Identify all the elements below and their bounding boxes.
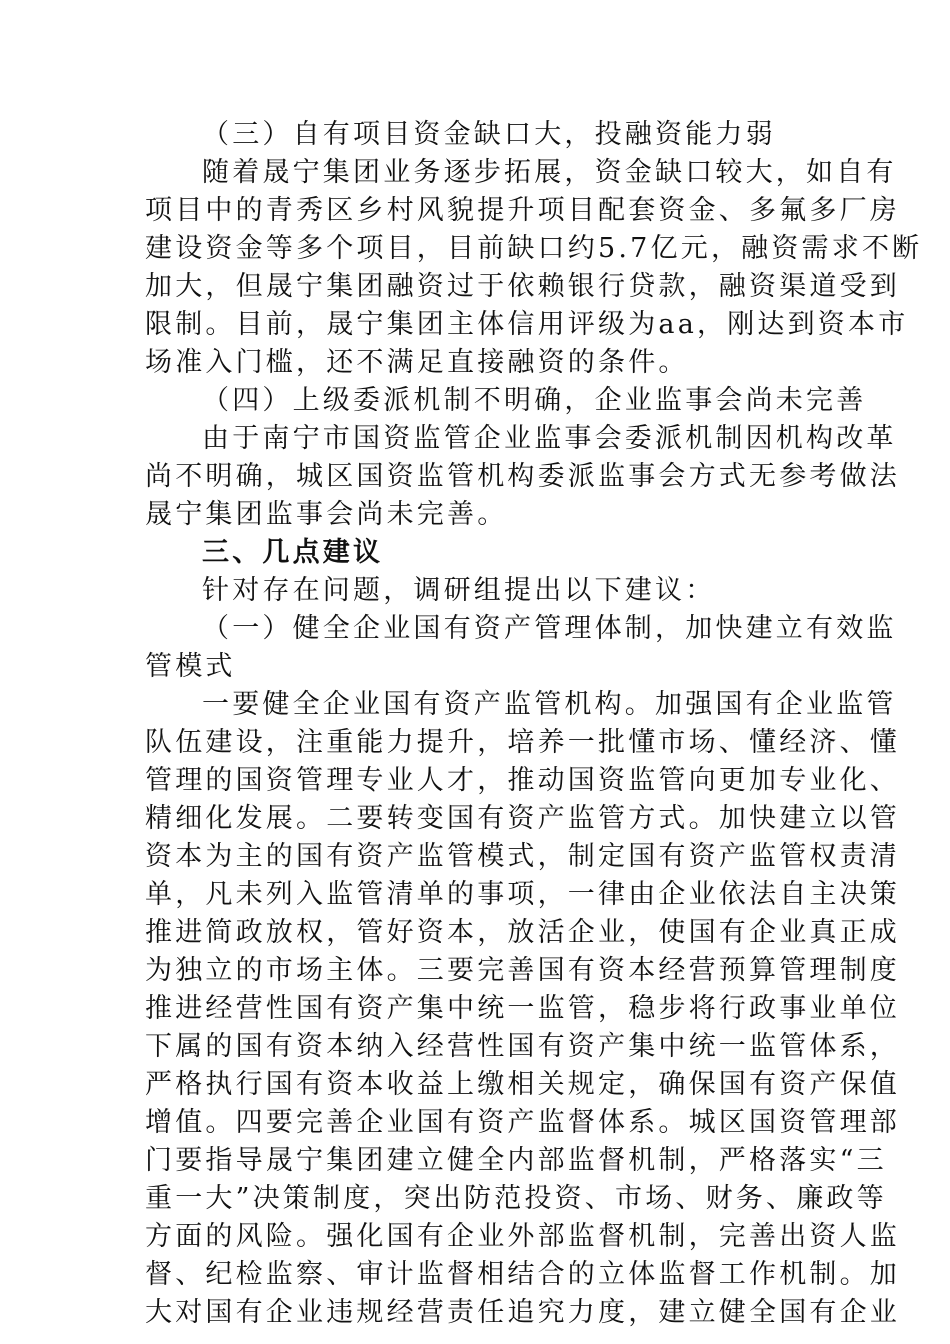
paragraph-line: 限制。目前，晟宁集团主体信用评级为aa，刚达到资本市 [145, 309, 909, 340]
paragraph-line: 增值。四要完善企业国有资产监督体系。城区国资管理部 [145, 1107, 900, 1138]
section-heading-1: （一）健全企业国有资产管理体制，加快建立有效监 [202, 613, 897, 644]
paragraph-line: 督、纪检监察、审计监督相结合的立体监督工作机制。加 [145, 1259, 900, 1290]
paragraph-line: 晟宁集团监事会尚未完善。 [145, 499, 508, 530]
paragraph-line: 大对国有企业违规经营责任追究力度，建立健全国有企业 [145, 1297, 900, 1328]
paragraph-line: 单，凡未列入监管清单的事项，一律由企业依法自主决策 [145, 879, 900, 910]
section-heading-4: （四）上级委派机制不明确，企业监事会尚未完善 [202, 385, 867, 416]
paragraph-line: 项目中的青秀区乡村风貌提升项目配套资金、多氟多厂房 [145, 195, 900, 226]
paragraph-line: 门要指导晟宁集团建立健全内部监督机制，严格落实“三 [145, 1145, 887, 1176]
paragraph-line: 一要健全企业国有资产监管机构。加强国有企业监管 [202, 689, 897, 720]
paragraph-line: 随着晟宁集团业务逐步拓展，资金缺口较大，如自有 [202, 157, 897, 188]
paragraph-line: 资本为主的国有资产监管模式，制定国有资产监管权责清 [145, 841, 900, 872]
paragraph-line: 尚不明确，城区国资监管机构委派监事会方式无参考做法 [145, 461, 900, 492]
paragraph-line: 管理的国资管理专业人才，推动国资监管向更加专业化、 [145, 765, 900, 796]
paragraph-line: 场准入门槛，还不满足直接融资的条件。 [145, 347, 689, 378]
paragraph-line: 由于南宁市国资监管企业监事会委派机制因机构改革 [202, 423, 897, 454]
paragraph-line: 为独立的市场主体。三要完善国有资本经营预算管理制度 [145, 955, 900, 986]
section-heading-suggestions: 三、几点建议 [202, 537, 384, 568]
section-heading-1-cont: 管模式 [145, 651, 236, 682]
paragraph-line: 加大，但晟宁集团融资过于依赖银行贷款，融资渠道受到 [145, 271, 900, 302]
paragraph-line: 建设资金等多个项目，目前缺口约5.7亿元，融资需求不断 [145, 233, 923, 264]
paragraph-line: 严格执行国有资本收益上缴相关规定，确保国有资产保值 [145, 1069, 900, 1100]
paragraph-line: 推进简政放权，管好资本，放活企业，使国有企业真正成 [145, 917, 900, 948]
section-heading-3: （三）自有项目资金缺口大，投融资能力弱 [202, 119, 776, 150]
paragraph-line: 推进经营性国有资产集中统一监管，稳步将行政事业单位 [145, 993, 900, 1024]
paragraph-line: 队伍建设，注重能力提升，培养一批懂市场、懂经济、懂 [145, 727, 900, 758]
paragraph-line: 针对存在问题，调研组提出以下建议： [202, 575, 716, 606]
paragraph-line: 下属的国有资本纳入经营性国有资产集中统一监管体系， [145, 1031, 900, 1062]
paragraph-line: 方面的风险。强化国有企业外部监督机制，完善出资人监 [145, 1221, 900, 1252]
paragraph-line: 精细化发展。二要转变国有资产监管方式。加快建立以管 [145, 803, 900, 834]
paragraph-line: 重一大”决策制度，突出防范投资、市场、财务、廉政等 [145, 1183, 887, 1214]
